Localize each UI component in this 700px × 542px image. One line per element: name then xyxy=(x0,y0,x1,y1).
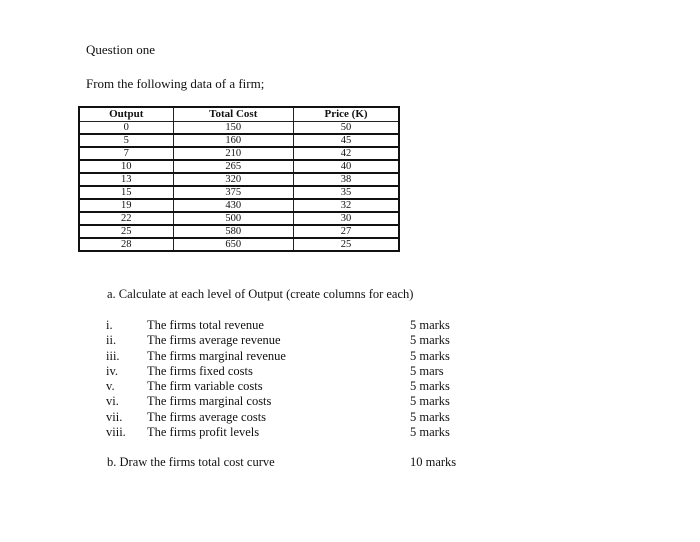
table-row xyxy=(79,238,399,251)
item-number: viii. xyxy=(106,425,126,440)
cell-price: 50 xyxy=(294,122,399,135)
cell-output: 15 xyxy=(79,186,173,199)
item-marks: 5 mars xyxy=(410,363,444,378)
cell-total-cost: 375 xyxy=(173,186,294,199)
item-marks: 5 marks xyxy=(410,425,450,440)
list-item xyxy=(106,333,466,348)
cell-price: 45 xyxy=(294,134,399,147)
cell-total-cost: 210 xyxy=(173,147,294,160)
cell-output: 5 xyxy=(79,134,173,147)
item-marks: 5 marks xyxy=(410,409,450,424)
header-output: Output xyxy=(79,107,173,122)
item-number: iv. xyxy=(106,363,119,378)
item-label: The firms profit levels xyxy=(147,425,260,440)
table-row xyxy=(79,173,399,186)
table-row xyxy=(79,225,399,238)
cell-output: 13 xyxy=(79,173,173,186)
cell-output: 10 xyxy=(79,160,173,173)
item-label: The firms average revenue xyxy=(147,333,281,348)
item-marks: 5 marks xyxy=(410,379,450,394)
item-label: The firms fixed costs xyxy=(147,363,253,378)
table-row xyxy=(79,186,399,199)
cell-output: 19 xyxy=(79,199,173,212)
item-number: vii. xyxy=(106,409,123,424)
item-number: iii. xyxy=(106,348,120,363)
cell-price: 40 xyxy=(294,160,399,173)
cell-price: 32 xyxy=(294,199,399,212)
table-header-row xyxy=(79,107,399,122)
item-label: The firms marginal costs xyxy=(147,394,272,409)
item-label: The firms average costs xyxy=(147,409,267,424)
table-row xyxy=(79,122,399,135)
intro-text: From the following data of a firm; xyxy=(86,76,265,91)
table-row xyxy=(79,199,399,212)
header-total-cost: Total Cost xyxy=(173,107,294,122)
cell-price: 25 xyxy=(294,238,399,251)
item-marks: 5 marks xyxy=(410,333,450,348)
list-item xyxy=(106,349,466,364)
part-a-instruction: a. Calculate at each level of Output (create columns for each) xyxy=(107,287,414,301)
cell-total-cost: 160 xyxy=(173,134,294,147)
cell-output: 28 xyxy=(79,238,173,251)
cell-total-cost: 320 xyxy=(173,173,294,186)
cell-output: 0 xyxy=(79,122,173,135)
cell-total-cost: 150 xyxy=(173,122,294,135)
table-row xyxy=(79,147,399,160)
header-price: Price (K) xyxy=(294,107,399,122)
part-b-instruction: b. Draw the firms total cost curve xyxy=(107,455,275,469)
table-row xyxy=(79,212,399,225)
item-number: ii. xyxy=(106,333,117,348)
cell-price: 30 xyxy=(294,212,399,225)
cell-output: 25 xyxy=(79,225,173,238)
cell-total-cost: 430 xyxy=(173,199,294,212)
list-item xyxy=(106,410,466,425)
cell-price: 35 xyxy=(294,186,399,199)
cell-output: 7 xyxy=(79,147,173,160)
cell-output: 22 xyxy=(79,212,173,225)
list-item xyxy=(106,425,466,440)
list-item xyxy=(106,318,466,333)
cell-total-cost: 580 xyxy=(173,225,294,238)
item-number: v. xyxy=(106,379,115,394)
item-label: The firm variable costs xyxy=(147,379,263,394)
item-number: i. xyxy=(106,318,113,332)
firm-data-table xyxy=(78,106,400,252)
part-a-list xyxy=(106,318,466,440)
table-row xyxy=(79,160,399,173)
table-row xyxy=(79,134,399,147)
cell-total-cost: 500 xyxy=(173,212,294,225)
cell-price: 27 xyxy=(294,225,399,238)
list-item xyxy=(106,394,466,409)
item-number: vi. xyxy=(106,394,119,409)
cell-price: 42 xyxy=(294,147,399,160)
list-item xyxy=(106,364,466,379)
cell-total-cost: 650 xyxy=(173,238,294,251)
part-b-marks: 10 marks xyxy=(410,455,457,469)
item-marks: 5 marks xyxy=(410,318,450,332)
item-label: The firms total revenue xyxy=(147,318,264,332)
question-heading: Question one xyxy=(86,42,155,57)
item-label: The firms marginal revenue xyxy=(147,348,286,363)
cell-total-cost: 265 xyxy=(173,160,294,173)
item-marks: 5 marks xyxy=(410,394,450,409)
cell-price: 38 xyxy=(294,173,399,186)
list-item xyxy=(106,379,466,394)
item-marks: 5 marks xyxy=(410,348,450,363)
